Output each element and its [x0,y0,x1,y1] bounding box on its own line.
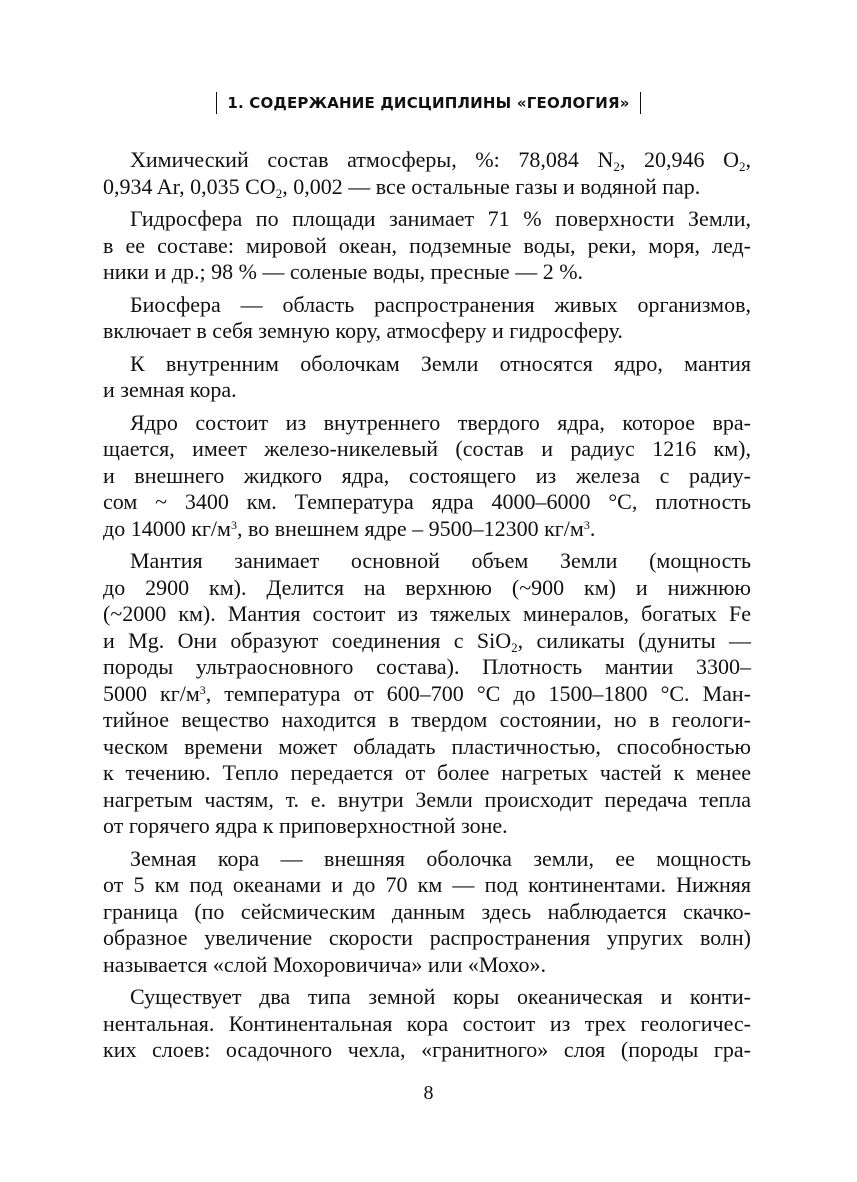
header-left-rule [216,92,218,114]
paragraph-biosphere [103,292,751,345]
text-line: и внешнего жидкого ядра, состоящего из железа с радиу- [103,462,751,488]
text-line: граница (по сейсмическим данным здесь наблюдается скачко- [103,898,751,924]
text-line: тийное вещество находится в твердом состоянии, но в геологи- [103,707,751,732]
header-title: 1. СОДЕРЖАНИЕ ДИСЦИПЛИНЫ «ГЕОЛОГИЯ» [227,94,630,112]
text-line: от горячего ядра к приповерхностной зоне. [103,813,508,838]
text-line: Существует два типа земной коры океаническая и конти- [130,984,751,1009]
text-line: до 2900 км). Делится на верхнюю (~900 км) и нижнюю [103,574,751,600]
text-line: (~2000 км). Мантия состоит из тяжелых минералов, богатых Fe [103,601,751,626]
text-line: сом ~ 3400 км. Температура ядра 4000–6000 °С, плотность [103,489,751,514]
text-line: щается, имеет железо-никелевый (состав и радиус 1216 км), [103,436,751,461]
page-number: 8 [423,1082,434,1104]
text-line: образное увеличение скорости распространения упругих волн) [103,925,751,950]
text-line: Гидросфера по площади занимает 71 % поверхности Земли, [130,206,751,231]
text-line: К внутренним оболочкам Земли относятся ядро, мантия [130,350,751,376]
text-line: к течению. Тепло передается от более нагретых частей к менее [103,760,751,785]
text-line: нентальная. Континентальная кора состоит из трех геологичес- [103,1010,751,1036]
text-line: нагретым частям, т. е. внутри Земли происходит передача тепла [103,786,751,812]
text-line: от 5 км под океанами и до 70 км — под континентами. Нижняя [103,872,751,897]
body-text [103,147,751,1070]
text-line: и земная кора. [103,377,237,402]
running-header [0,92,857,114]
text-line: 0,934 Ar, 0,035 $CO_2$, 0,002 — все остальные газы и водяной пар. [103,173,701,201]
text-line: до 14000 $кг/м^3$, во внешнем ядре – 9500–12300 $кг/м^3$. [103,515,596,541]
text-line: ких слоев: осадочного чехла, «гранитного» слоя (породы гра- [103,1037,751,1062]
text-line: Ядро состоит из внутреннего твердого ядра, которое вра- [130,409,751,435]
paragraph-core [103,410,751,543]
text-line: Мантия занимает основной объем Земли (мощность [130,548,751,573]
text-line: называется «слой Мохоровичича» или «Мохо». [103,951,547,977]
text-line: Химический состав атмосферы, %: 78,084 $N_2$, 20,946 $O_2$, [130,147,751,174]
paragraph-crust-types [103,984,751,1064]
header-right-rule [640,92,642,114]
text-line: породы ультраосновного состава). Плотность мантии 3300– [103,654,751,679]
text-line: включает в себя земную кору, атмосферу и гидросферу. [103,318,623,343]
text-line: в ее составе: мировой океан, подземные воды, реки, моря, лед- [103,232,751,258]
text-line: Биосфера — область распространения живых организмов, [130,291,751,317]
paragraph-crust [103,846,751,979]
paragraph-inner-shells [103,351,751,404]
text-line: ческом времени может обладать пластичностью, способностью [103,733,751,759]
paragraph-mantle [103,548,751,840]
text-line: и Mg. Они образуют соединения с SiO$_2$, силикаты (дуниты — [103,627,751,655]
text-line: ники и др.; 98 % — соленые воды, пресные — 2 %. [103,259,584,284]
paragraph-atmosphere [103,147,751,200]
text-line: Земная кора — внешняя оболочка земли, ее мощность [130,845,751,871]
text-line: 5000 $кг/м^3$, температура от 600–700 °С до 1500–1800 °С. Ман- [103,680,751,706]
paragraph-hydrosphere [103,206,751,286]
